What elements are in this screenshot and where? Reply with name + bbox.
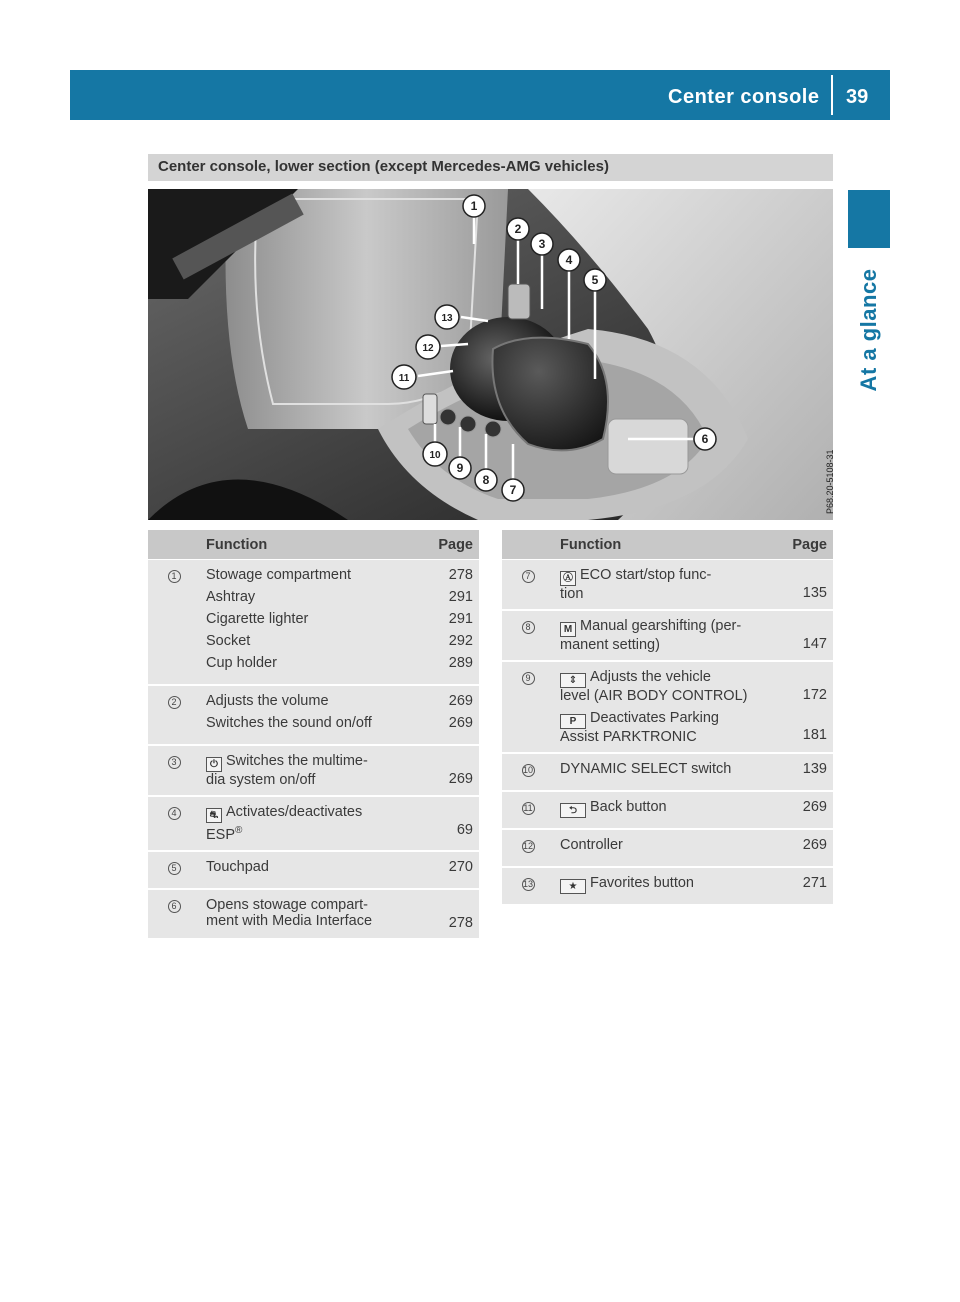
function-text: ment with Media Interface	[206, 912, 373, 929]
page-ref: 172	[802, 687, 827, 703]
esp-off-icon: ⛐	[206, 808, 222, 823]
svg-text:6: 6	[701, 432, 709, 446]
callout-12	[416, 335, 440, 359]
callout-4	[558, 249, 580, 271]
page-ref: 269	[448, 715, 473, 731]
page-ref: 139	[802, 761, 827, 777]
center-console-photo	[148, 189, 833, 520]
power-icon: ⏻	[206, 757, 222, 772]
function-text: Ashtray	[206, 589, 256, 605]
function-table-left	[148, 530, 479, 940]
function-text: DYNAMIC SELECT switch	[560, 761, 732, 777]
table-row	[148, 852, 479, 890]
table-header-blank	[148, 530, 200, 560]
page-ref: 278	[448, 567, 473, 583]
table-header-function: Function	[554, 530, 773, 560]
page-ref: 291	[448, 611, 473, 627]
item-number: 9	[522, 672, 535, 685]
function-text: Manual gearshifting (per-	[580, 618, 742, 634]
table-header-blank	[502, 530, 554, 560]
item-number: 8	[522, 621, 535, 634]
svg-text:1: 1	[470, 199, 478, 213]
table-header-page: Page	[419, 530, 479, 560]
svg-text:8: 8	[482, 473, 490, 487]
function-text: Back button	[590, 799, 667, 815]
back-arrow-icon: ⮌	[560, 803, 586, 818]
registered-mark: ®	[235, 825, 243, 836]
vehicle-level-icon: ⇕	[560, 673, 586, 688]
section-heading: Center console, lower section (except Mercedes-AMG vehicles)	[148, 154, 833, 181]
table-row	[148, 746, 479, 797]
table-row	[502, 830, 833, 868]
table-row	[502, 662, 833, 754]
table-header-page: Page	[773, 530, 833, 560]
page-ref: 271	[802, 875, 827, 891]
function-text: Touchpad	[206, 858, 269, 875]
function-text: Opens stowage compart-	[206, 896, 368, 913]
callout-8	[475, 469, 497, 491]
function-text: Adjusts the volume	[206, 693, 329, 709]
page-ref: 278	[448, 914, 473, 931]
table-header-function: Function	[200, 530, 419, 560]
function-text: level (AIR BODY CONTROL)	[560, 688, 748, 704]
function-text: Controller	[560, 837, 623, 853]
page-ref: 269	[802, 799, 827, 815]
item-number: 1	[168, 570, 181, 583]
function-text: manent setting)	[560, 637, 660, 653]
callout-3	[531, 233, 553, 255]
table-row	[502, 560, 833, 611]
function-text: Cup holder	[206, 655, 277, 671]
item-number: 11	[523, 803, 533, 813]
side-tab-marker	[848, 190, 890, 248]
svg-text:10: 10	[429, 450, 441, 461]
item-number: 13	[522, 879, 533, 889]
table-row	[148, 560, 479, 686]
callout-2	[507, 218, 529, 240]
header-divider	[831, 75, 833, 115]
page-ref: 270	[448, 858, 473, 875]
table-row	[502, 792, 833, 830]
svg-text:13: 13	[441, 313, 453, 324]
callout-10	[423, 442, 447, 466]
function-text: Cigarette lighter	[206, 611, 309, 627]
function-text: dia system on/off	[206, 772, 316, 788]
svg-text:12: 12	[422, 343, 434, 354]
page-number: 39	[846, 86, 869, 108]
svg-text:9: 9	[456, 461, 464, 475]
svg-text:7: 7	[509, 483, 517, 497]
table-row	[148, 797, 479, 852]
page-ref: 269	[448, 771, 473, 787]
function-text: Favorites button	[590, 875, 694, 891]
function-text: Adjusts the vehicle	[590, 669, 711, 685]
function-text: Socket	[206, 633, 251, 649]
function-table-right	[502, 530, 833, 906]
function-text: Switches the multime-	[226, 753, 368, 769]
table-row	[502, 754, 833, 792]
svg-text:3: 3	[538, 237, 546, 251]
page-ref: 181	[802, 727, 827, 743]
parktronic-off-icon: P	[560, 714, 586, 729]
function-text: ESP	[206, 826, 236, 843]
item-number: 6	[168, 900, 181, 913]
function-text: Stowage compartment	[206, 567, 352, 583]
page-ref: 69	[456, 822, 473, 838]
page-ref: 292	[448, 633, 473, 649]
callout-11	[392, 365, 416, 389]
item-number: 2	[168, 696, 181, 709]
table-row	[502, 611, 833, 662]
svg-text:5: 5	[591, 273, 599, 287]
svg-text:4: 4	[565, 253, 573, 267]
table-row	[148, 686, 479, 746]
item-number: 3	[168, 756, 181, 769]
favorites-star-icon: ★	[560, 879, 586, 894]
page-ref: 269	[802, 837, 827, 853]
item-number: 5	[168, 862, 181, 875]
photo-reference: P68.20-5108-31	[825, 449, 835, 514]
page-ref: 147	[802, 636, 827, 652]
table-row	[148, 890, 479, 940]
page-ref: 269	[448, 693, 473, 709]
page-ref: 135	[802, 585, 827, 601]
eco-start-stop-icon: Ⓐ	[560, 571, 576, 586]
page-ref: 291	[448, 589, 473, 605]
item-number: 7	[522, 570, 535, 583]
callout-6	[694, 428, 716, 450]
item-number: 10	[522, 765, 533, 775]
function-text: Switches the sound on/off	[206, 715, 372, 731]
function-text: ECO start/stop func-	[580, 567, 712, 583]
function-text: Activates/deactivates	[226, 804, 363, 820]
item-number: 12	[522, 841, 533, 851]
callout-1	[463, 195, 485, 217]
side-tab-label: At a glance	[856, 268, 881, 392]
table-row	[502, 868, 833, 906]
function-text: Assist PARKTRONIC	[560, 729, 697, 745]
callout-9	[449, 457, 471, 479]
callout-7	[502, 479, 524, 501]
function-text: tion	[560, 586, 584, 602]
callout-13	[435, 305, 459, 329]
svg-text:11: 11	[398, 373, 410, 384]
callout-5	[584, 269, 606, 291]
page-ref: 289	[448, 655, 473, 671]
svg-text:2: 2	[514, 222, 522, 236]
function-text: Deactivates Parking	[590, 710, 719, 726]
page-title: Center console	[668, 86, 820, 108]
manual-m-icon: M	[560, 622, 576, 637]
item-number: 4	[168, 807, 181, 820]
